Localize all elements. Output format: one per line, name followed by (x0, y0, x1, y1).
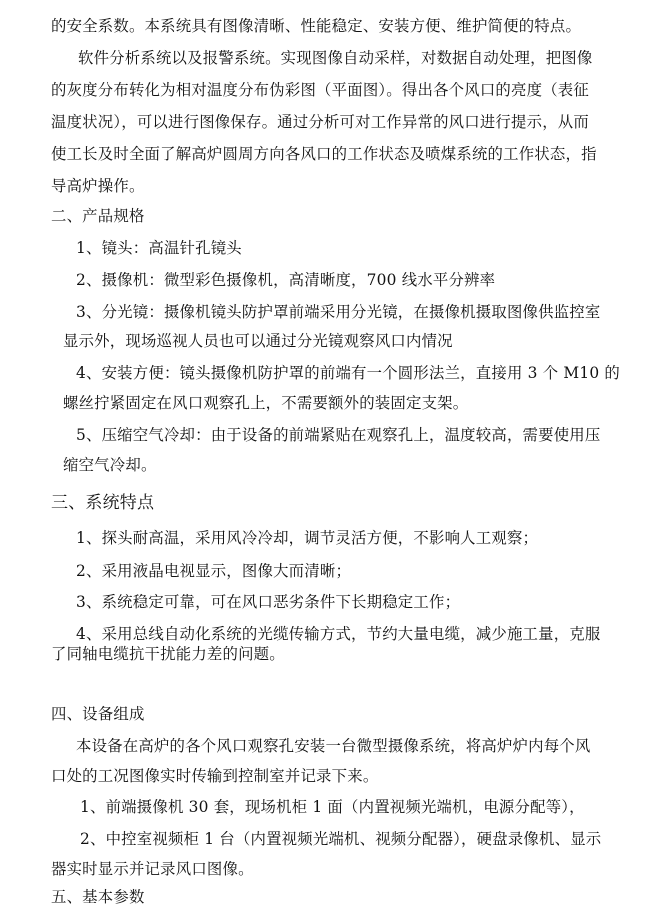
spec-item-continuation: 显示外，现场巡视人员也可以通过分光镜观察风口内情况 (63, 332, 453, 350)
section-heading-equipment: 四、设备组成 (51, 705, 145, 723)
intro-continuation: 的安全系数。本系统具有图像清晰、性能稳定、安装方便、维护简便的特点。 (51, 17, 582, 35)
equipment-item: 2、中控室视频柜 1 台（内置视频光端机、视频分配器），硬盘录像机、显示 (80, 830, 602, 848)
spec-item: 1、镜头：高温针孔镜头 (76, 239, 242, 257)
feature-item: 4、采用总线自动化系统的光缆传输方式，节约大量电缆，减少施工量，克服 (76, 625, 601, 643)
intro-paragraph-line: 的灰度分布转化为相对温度分布伪彩图（平面图）。得出各个风口的亮度（表征 (51, 81, 589, 99)
spec-item-continuation: 缩空气冷却。 (63, 456, 157, 474)
equipment-item-continuation: 器实时显示并记录风口图像。 (51, 860, 254, 878)
intro-paragraph-line: 使工长及时全面了解高炉圆周方向各风口的工作状态及喷煤系统的工作状态，指 (51, 145, 597, 163)
section-heading-product-spec: 二、产品规格 (51, 207, 145, 225)
equipment-item: 1、前端摄像机 30 套，现场机柜 1 面（内置视频光端机，电源分配等）， (80, 798, 585, 816)
spec-item: 5、压缩空气冷却：由于设备的前端紧贴在观察孔上，温度较高，需要使用压 (76, 426, 601, 444)
intro-paragraph-line: 导高炉操作。 (51, 177, 145, 195)
equipment-intro-line: 本设备在高炉的各个风口观察孔安装一台微型摄像系统，将高炉炉内每个风 (76, 737, 591, 755)
spec-item: 4、安装方便：镜头摄像机防护罩的前端有一个圆形法兰，直接用 3 个 M10 的 (76, 364, 621, 382)
section-heading-basic-parameters: 五、基本参数 (51, 888, 145, 906)
feature-item-continuation: 了同轴电缆抗干扰能力差的问题。 (51, 645, 285, 663)
spec-item: 2、摄像机：微型彩色摄像机，高清晰度，700 线水平分辨率 (76, 271, 496, 289)
intro-paragraph-line: 温度状况），可以进行图像保存。通过分析可对工作异常的风口进行提示，从而 (51, 113, 589, 131)
feature-item: 3、系统稳定可靠，可在风口恶劣条件下长期稳定工作； (76, 593, 461, 611)
feature-item: 2、采用液晶电视显示，图像大而清晰； (76, 562, 352, 580)
feature-item: 1、探头耐高温，采用风冷冷却，调节灵活方便，不影响人工观察； (76, 529, 539, 547)
spec-item-continuation: 螺丝拧紧固定在风口观察孔上，不需要额外的装固定支架。 (63, 394, 469, 412)
section-heading-system-features: 三、系统特点 (51, 493, 155, 513)
equipment-intro-line: 口处的工况图像实时传输到控制室并记录下来。 (51, 767, 379, 785)
intro-paragraph-line: 软件分析系统以及报警系统。实现图像自动采样，对数据自动处理，把图像 (78, 49, 593, 67)
spec-item: 3、分光镜：摄像机镜头防护罩前端采用分光镜，在摄像机摄取图像供监控室 (76, 303, 601, 321)
